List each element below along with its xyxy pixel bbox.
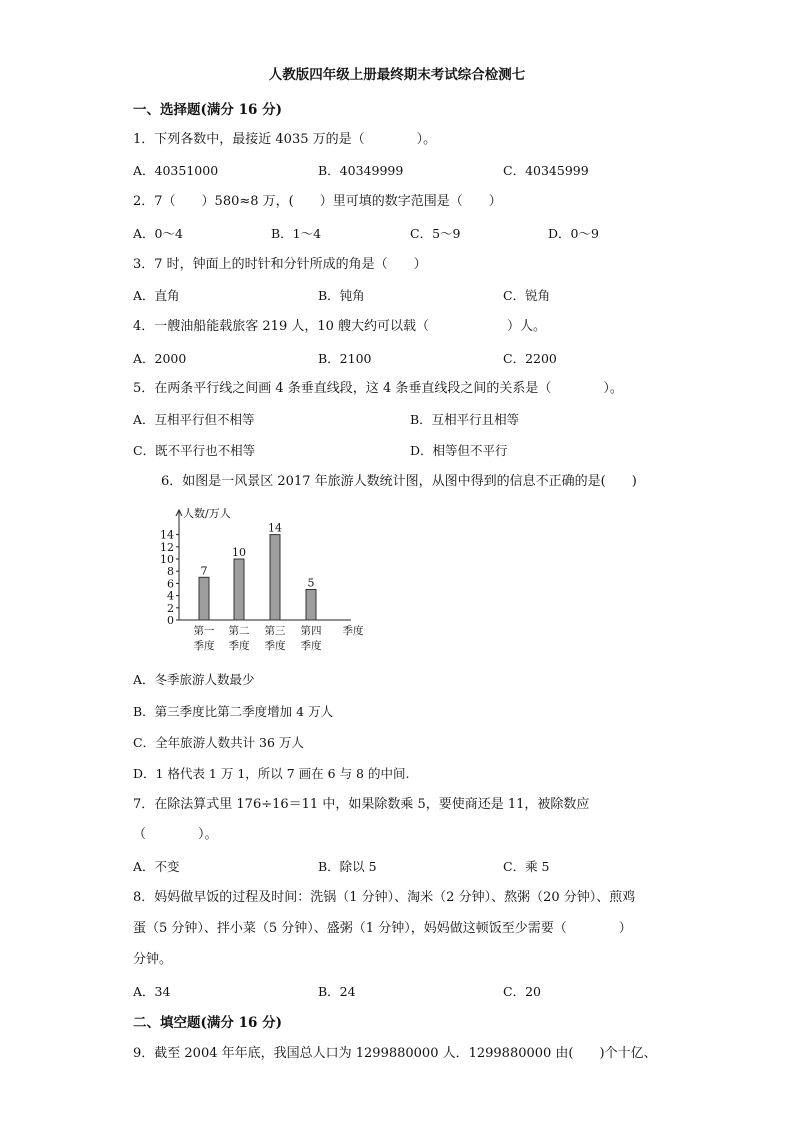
tourism-bar-chart	[140, 500, 380, 660]
question-4-option-c: C．2200	[503, 351, 557, 366]
x-axis-title: 季度	[342, 625, 364, 637]
bar-value-label: 14	[268, 521, 282, 535]
question-3-option-c: C．锐角	[503, 288, 551, 303]
bar-value-label: 5	[307, 576, 315, 590]
section-heading-fill: 二、填空题(满分 16 分)	[133, 1015, 282, 1031]
x-category-label: 第一	[193, 625, 215, 637]
question-6-option-a: A．冬季旅游人数最少	[133, 672, 255, 687]
bar	[270, 535, 280, 620]
question-8-option-a: A．34	[133, 984, 171, 999]
x-category-label: 第三	[264, 625, 286, 637]
question-7-option-b: B．除以 5	[318, 859, 377, 874]
question-7-option-a: A．不变	[133, 859, 180, 874]
question-2-option-b: B．1～4	[271, 226, 322, 241]
question-8-stem-end: 分钟。	[133, 952, 173, 967]
question-4-stem: 4．一艘油船能载旅客 219 人，10 艘大约可以载（ ）人。	[133, 319, 547, 334]
question-6-stem: 6．如图是一风景区 2017 年旅游人数统计图，从图中得到的信息不正确的是( )	[161, 474, 637, 489]
question-8-stem-cont: 蛋（5 分钟）、拌小菜（5 分钟）、盛粥（1 分钟），妈妈做这顿饭至少需要（ ）	[133, 921, 632, 936]
y-tick-label: 12	[160, 540, 174, 554]
question-6-option-d: D．1 格代表 1 万 1，所以 7 画在 6 与 8 的中间.	[133, 766, 410, 781]
bar	[306, 590, 316, 621]
question-2-stem: 2．7（ ）580≈8 万，( ）里可填的数字范围是（ ）	[133, 194, 502, 209]
question-1-stem: 1．下列各数中，最接近 4035 万的是（ ）。	[133, 132, 437, 147]
question-1-option-c: C．40345999	[503, 163, 589, 178]
x-category-label-line2: 季度	[228, 640, 250, 652]
x-category-label-line2: 季度	[264, 640, 286, 652]
bar-value-label: 7	[200, 564, 208, 578]
x-category-label-line2: 季度	[300, 640, 322, 652]
bar	[234, 559, 244, 620]
question-8-stem: 8．妈妈做早饭的过程及时间：洗锅（1 分钟）、淘米（2 分钟）、熬粥（20 分钟）、煎鸡	[133, 890, 636, 905]
question-7-option-c: C．乘 5	[503, 859, 550, 874]
question-7-stem: 7．在除法算式里 176÷16＝11 中，如果除数乘 5，要使商还是 11，被除数应	[133, 797, 590, 812]
question-5-option-a: A．互相平行但不相等	[133, 412, 255, 427]
y-tick-label: 14	[160, 528, 174, 542]
y-axis-title: 人数/万人	[183, 507, 231, 520]
question-5-option-d: D．相等但不平行	[410, 443, 508, 458]
bar	[199, 577, 209, 620]
y-tick-label: 4	[167, 589, 174, 603]
section-heading-choice: 一、选择题(满分 16 分)	[133, 102, 282, 118]
question-2-option-a: A．0～4	[133, 226, 183, 241]
y-tick-label: 2	[167, 601, 174, 615]
question-5-option-c: C．既不平行也不相等	[133, 443, 256, 458]
question-2-option-d: D．0～9	[548, 226, 599, 241]
page-title: 人教版四年级上册最终期末考试综合检测七	[268, 67, 526, 83]
question-8-option-b: B．24	[318, 984, 356, 999]
question-6-option-b: B．第三季度比第二季度增加 4 万人	[133, 704, 334, 719]
question-7-stem-cont: （ ）。	[133, 827, 218, 842]
question-5-option-b: B．互相平行且相等	[410, 412, 520, 427]
question-3-option-a: A．直角	[133, 288, 180, 303]
question-3-option-b: B．钝角	[318, 288, 365, 303]
x-category-label-line2: 季度	[193, 640, 215, 652]
y-tick-label: 10	[160, 553, 174, 566]
y-tick-label: 6	[167, 577, 174, 591]
y-tick-label: 8	[167, 565, 174, 579]
x-category-label: 第二	[228, 625, 250, 637]
y-tick-label: 0	[167, 614, 174, 627]
question-1-option-b: B．40349999	[318, 163, 404, 178]
question-8-option-c: C．20	[503, 984, 541, 999]
question-1-option-a: A．40351000	[133, 163, 219, 178]
question-6-option-c: C．全年旅游人数共计 36 万人	[133, 735, 304, 750]
question-2-option-c: C．5～9	[410, 226, 461, 241]
question-4-option-b: B．2100	[318, 351, 372, 366]
question-4-option-a: A．2000	[133, 351, 187, 366]
question-9-stem: 9．截至 2004 年年底，我国总人口为 1299880000 人．1299880000 由( )个十亿、	[133, 1046, 657, 1061]
question-3-stem: 3．7 时，钟面上的时针和分针所成的角是（ ）	[133, 257, 427, 272]
question-5-stem: 5．在两条平行线之间画 4 条垂直线段，这 4 条垂直线段之间的关系是（ ）。	[133, 381, 623, 396]
bar-value-label: 10	[232, 546, 246, 559]
x-category-label: 第四	[300, 625, 322, 637]
